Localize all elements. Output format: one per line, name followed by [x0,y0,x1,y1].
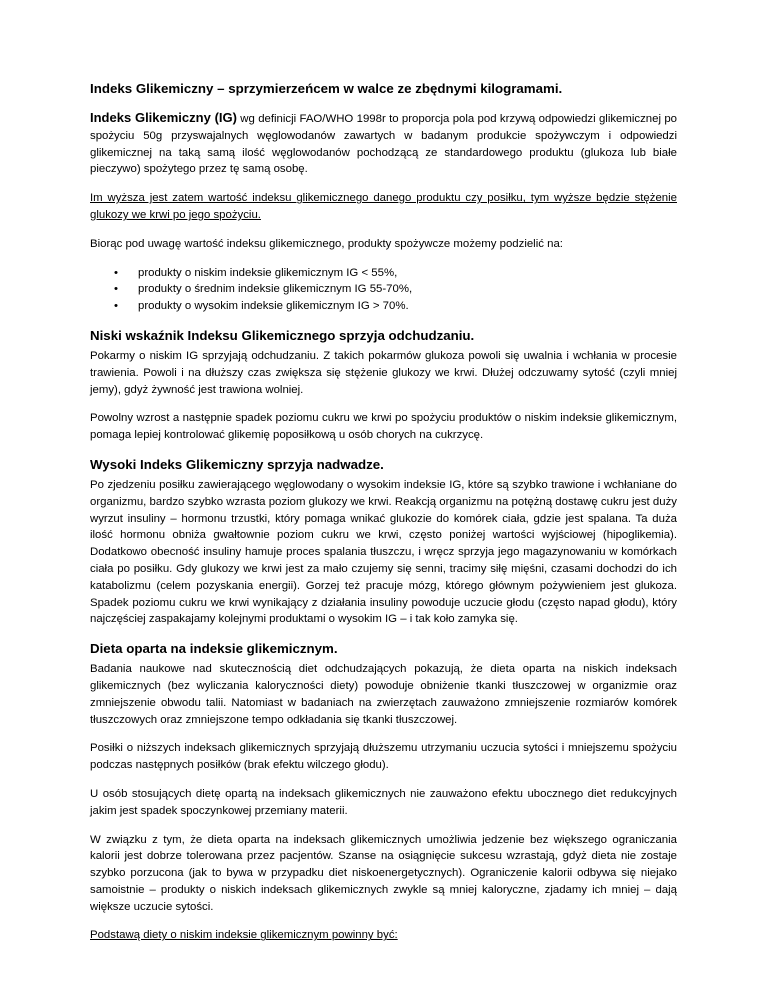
list-item: • produkty o niskim indeksie glikemicznym IG < 55%, [138,265,677,282]
bullet-icon: • [114,300,118,313]
list-item: • produkty o średnim indeksie glikemicznym IG 55-70%, [138,281,677,298]
categories-list [90,265,677,315]
categories-intro: Biorąc pod uwagę wartość indeksu glikemicznego, produkty spożywcze możemy podzielić na: [90,237,563,250]
section-heading-low-ig: Niski wskaźnik Indeksu Glikemicznego sprzyja odchudzaniu. [90,327,475,343]
intro-text: wg definicji FAO/WHO 1998r to proporcja pola pod krzywą odpowiedzi glikemicznej po spożyciu 50g przyswajalnych węglowodanów zawartych w badanym produkcie spożywczym i odpowiedzi glikemicznej na taką samą ilość węglowodanów pochodzącą ze standardowego produktu (glukoza lub białe pieczywo) spożytego przez tę samą osobę. [90,113,677,176]
intro-paragraph [90,110,677,178]
bullet-icon: • [114,266,118,279]
section-paragraph: Pokarmy o niskim IG sprzyjają odchudzaniu. Z takich pokarmów glukoza powoli się uwalnia i wchłania w procesie trawienia. Powoli i na dłuższy czas zwiększa się stężenie glukozy we krwi. Dłużej odczuwamy sytość (czyli mniej jemy), gdyż żywność jest trawiona wolniej. [90,349,677,396]
document-body [90,80,677,956]
section-heading-high-ig: Wysoki Indeks Glikemiczny sprzyja nadwadze. [90,456,384,472]
section-heading-diet: Dieta oparta na indeksie glikemicznym. [90,641,338,657]
list-item: • produkty o wysokim indeksie glikemicznym IG > 70%. [138,298,677,315]
section-paragraph: W związku z tym, że dieta oparta na indeksach glikemicznych umożliwia jedzenie bez większego ograniczania kalorii jest dobrze tolerowana przez pacjentów. Szanse na osiągnięcie sukcesu wzrastają, gdyż dieta nie zostaje szybko porzucona (jak to bywa w przypadku diet niskoenergetycznych). Ograniczenie kalorii odbywa się niejako samoistnie – produkty o niskich indeksach glikemicznych zwykle są mniej kaloryczne, zjadamy ich mniej – dają większe uczucie sytości. [90,833,677,913]
document-title: Indeks Glikemiczny – sprzymierzeńcem w walce ze zbędnymi kilogramami. [90,81,563,96]
section-paragraph: Po zjedzeniu posiłku zawierającego węglowodany o wysokim indeksie IG, które są szybko trawione i wchłaniane do organizmu, bardzo szybko wzrasta poziom glukozy we krwi. Reakcją organizmu na potężną dostawę cukru jest duży wyrzut insuliny – hormonu trzustki, który pomaga wnikać glukozie do komórek ciała, gdzie jest spalana. Ta duża ilość hormonu obniża gwałtownie poziom cukru we krwi, często poniżej wartości wyjściowej (hipoglikemia). Dodatkowo obecność insuliny hamuje proces spalania tłuszczu, i wręcz sprzyja jego magazynowaniu w komórkach ciała po posiłku. Gdy glukozy we krwi jest za mało czujemy się senni, tracimy siłę mięśni, czasami dochodzi do ich katabolizmu (celem pozyskania energii). Gorzej też pracuje mózg, którego głównym pożywieniem jest glukoza. Spadek poziomu cukru we krwi wynikający z działania insuliny powoduje uczucie głodu (często napad głodu), który najczęściej zaspakajamy kolejnymi produktami o wysokim IG – i tak koło zamyka się. [90,478,677,626]
section-paragraph: U osób stosujących dietę opartą na indeksach glikemicznych nie zauważono efektu ubocznego diet redukcyjnych jakim jest spadek spoczynkowej przemiany materii. [90,787,677,817]
underlined-statement: Im wyższa jest zatem wartość indeksu glikemicznego danego produktu czy posiłku, tym wyższe będzie stężenie glukozy we krwi po jego spożyciu. [90,192,677,221]
intro-term: Indeks Glikemiczny (IG) [90,110,237,125]
section-paragraph: Posiłki o niższych indeksach glikemicznych sprzyjają dłuższemu utrzymaniu uczucia sytości i mniejszemu spożyciu podczas następnych posiłków (brak efektu wilczego głodu). [90,742,677,772]
section-paragraph: Badania naukowe nad skutecznością diet odchudzających pokazują, że dieta oparta na niskich indeksach glikemicznych (bez wyliczania kaloryczności diety) powoduje obniżenie tkanki tłuszczowej w organizmie oraz zmniejszenie obwodu talii. Natomiast w badaniach na zwierzętach zauważono zmniejszenie rozmiarów komórek tłuszczowych oraz zmniejszone tempo odkładania się tkanki tłuszczowej. [90,663,677,726]
final-underlined-line: Podstawą diety o niskim indeksie glikemicznym powinny być: [90,929,398,942]
section-paragraph: Powolny wzrost a następnie spadek poziomu cukru we krwi po spożyciu produktów o niskim indeksie glikemicznym, pomaga lepiej kontrolować glikemię poposiłkową u osób chorych na cukrzycę. [90,412,677,442]
bullet-icon: • [114,283,118,296]
